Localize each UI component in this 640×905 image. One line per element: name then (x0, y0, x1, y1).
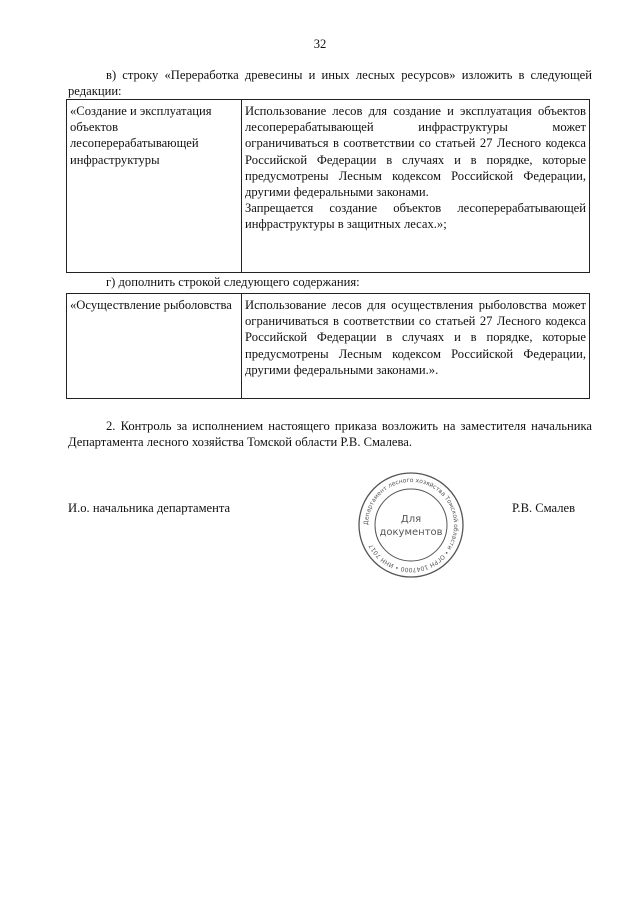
page-number: 32 (313, 37, 327, 51)
item-g-name: «Осуществление рыболовства (70, 298, 232, 312)
table-item-g (66, 293, 590, 399)
signatory-position: И.о. начальника департамента (68, 501, 231, 515)
signatory-name: Р.В. Смалев (512, 501, 576, 515)
stamp-ring-text: Департамент лесного хозяйства Томской области • ОГРН 1047000 • ИНН 7017 (362, 476, 460, 574)
official-stamp (356, 470, 466, 580)
stamp-center-line-2: документов (379, 527, 443, 538)
item-v-text-cell (242, 100, 590, 273)
item-g-intro: г) дополнить строкой следующего содержания: (106, 275, 360, 289)
stamp-inner-ring (375, 489, 447, 561)
table-row (67, 294, 590, 399)
item-g-text: Использование лесов для осуществления рыболовства может ограничиваться в соответствии со статьей 27 Лесного кодекса Российской Федерации в случаях и в порядке, которые предусмотрены Лесным кодексом Российской Федерации, другими федеральными законами.». (245, 298, 586, 377)
item-v-text-paragraph-2: Запрещается создание объектов лесоперерабатывающей инфраструктуры в защитных лесах.»; (245, 201, 586, 232)
clause-2: 2. Контроль за исполнением настоящего приказа возложить на заместителя начальника Департамента лесного хозяйства Томской области Р.В. Смалева. (68, 419, 592, 450)
item-v-intro: в) строку «Переработка древесины и иных лесных ресурсов» изложить в следующей редакции: (68, 68, 592, 99)
item-v-name-cell (67, 100, 242, 273)
item-g-name-cell (67, 294, 242, 399)
item-g-text-cell (242, 294, 590, 399)
stamp-center-line-1: Для (400, 514, 422, 525)
item-v-name: «Создание и эксплуатация объектов лесоперерабатывающей инфраструктуры (70, 104, 212, 167)
item-v-text-paragraph-1: Использование лесов для создание и эксплуатация объектов лесоперерабатывающей инфраструктуры может ограничиваться в соответствии со статьей 27 Лесного кодекса Российской Федерации в случаях и в порядке, которые предусмотрены Лесным кодексом Российской Федерации, другими федеральными законами. (245, 104, 586, 200)
table-row (67, 100, 590, 273)
table-item-v (66, 99, 590, 273)
